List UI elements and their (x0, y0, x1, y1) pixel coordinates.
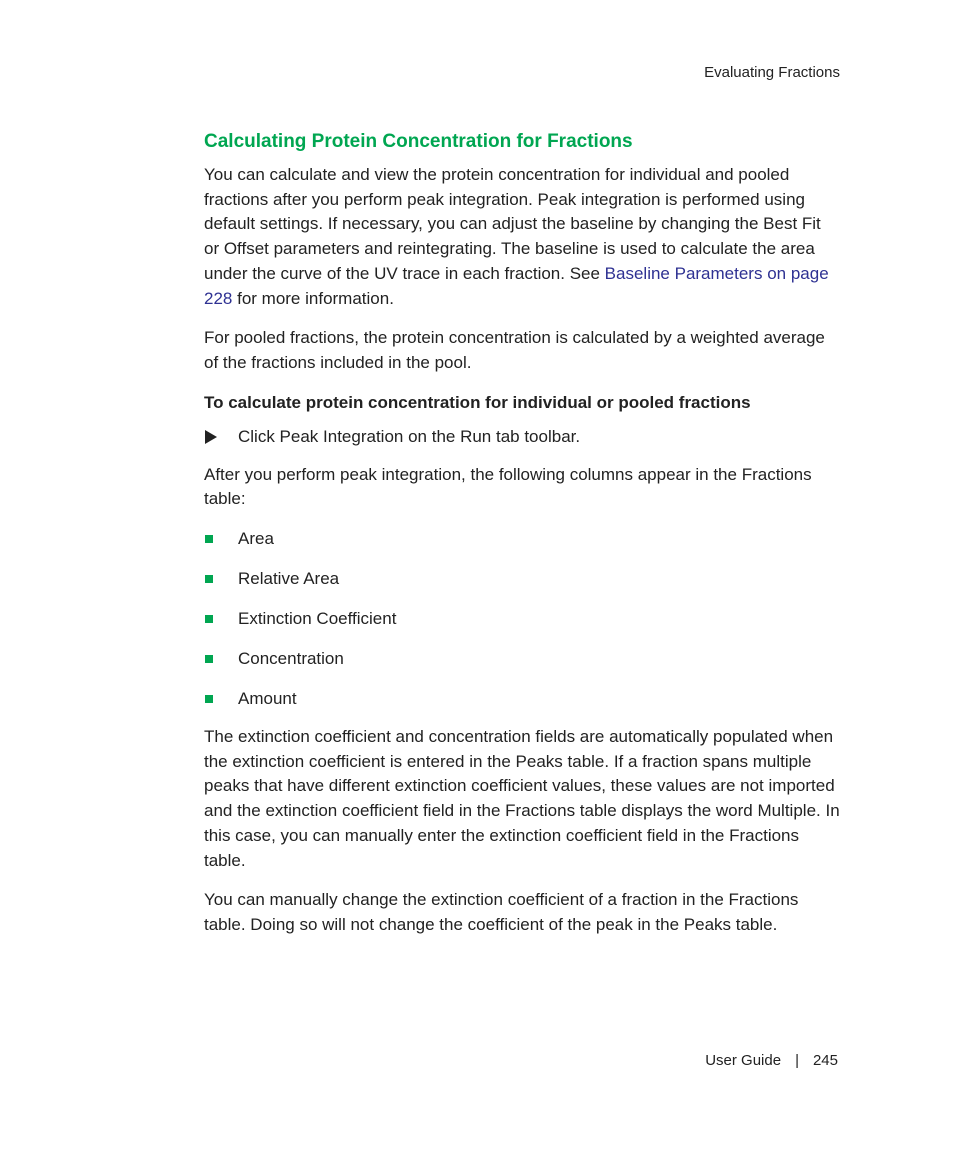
columns-list (204, 527, 840, 711)
list-item-label: Area (238, 529, 274, 549)
list-item (204, 647, 840, 671)
intro-text-1: You can calculate and view the protein concentration for individual and pooled fractions after you perform peak integration. Peak integration is performed using default settings. If necessary, you can adjust the baseline by changing the Best Fit or Offset parameters and reintegrating. The baseline is used to calculate the area under the curve of the UV trace in each fraction. See (204, 165, 821, 283)
procedure-step (204, 425, 840, 449)
running-header: Evaluating Fractions (704, 64, 840, 81)
bullet-square-icon (204, 615, 238, 623)
after-integration-paragraph: After you perform peak integration, the following columns appear in the Fractions table: (204, 464, 812, 509)
page-number: 245 (812, 1052, 838, 1069)
baseline-parameters-link[interactable]: Baseline Parameters on page 228 (204, 263, 829, 308)
pooled-paragraph: For pooled fractions, the protein concentration is calculated by a weighted average of the fractions included in the pool. (204, 328, 825, 372)
bullet-square-icon (204, 575, 238, 583)
bullet-square-icon (204, 535, 238, 543)
bullet-square-icon (204, 695, 238, 703)
list-item (204, 607, 840, 631)
list-item-label: Amount (238, 689, 297, 709)
footer-separator: | (795, 1052, 799, 1069)
procedure-title: To calculate protein concentration for individual or pooled fractions (204, 392, 751, 412)
section-title: Calculating Protein Concentration for Fractions (204, 131, 633, 152)
step-text: Click Peak Integration on the Run tab toolbar. (238, 426, 581, 446)
list-item-label: Extinction Coefficient (238, 609, 397, 629)
list-item (204, 567, 840, 591)
page-content (204, 129, 840, 953)
list-item (204, 687, 840, 711)
manual-change-paragraph: You can manually change the extinction coefficient of a fraction in the Fractions table. Doing so will not change the coefficient of the peak in the Peaks table. (204, 890, 799, 934)
list-item (204, 527, 840, 551)
extinction-paragraph: The extinction coefficient and concentration fields are automatically populated when the extinction coefficient is entered in the Peaks table. If a fraction spans multiple peaks that have different extinction coefficient values, these values are not imported and the extinction coefficient field in the Fractions table displays the word Multiple. In this case, you can manually enter the extinction coefficient field in the Fractions table. (204, 727, 840, 870)
step-arrow-icon (204, 425, 238, 449)
bullet-square-icon (204, 655, 238, 663)
intro-text-2: for more information. (232, 288, 394, 308)
list-item-label: Relative Area (238, 569, 340, 589)
list-item-label: Concentration (238, 649, 344, 669)
footer-guide-label: User Guide (705, 1052, 782, 1069)
intro-paragraph (204, 163, 840, 311)
page-footer (705, 1052, 838, 1069)
